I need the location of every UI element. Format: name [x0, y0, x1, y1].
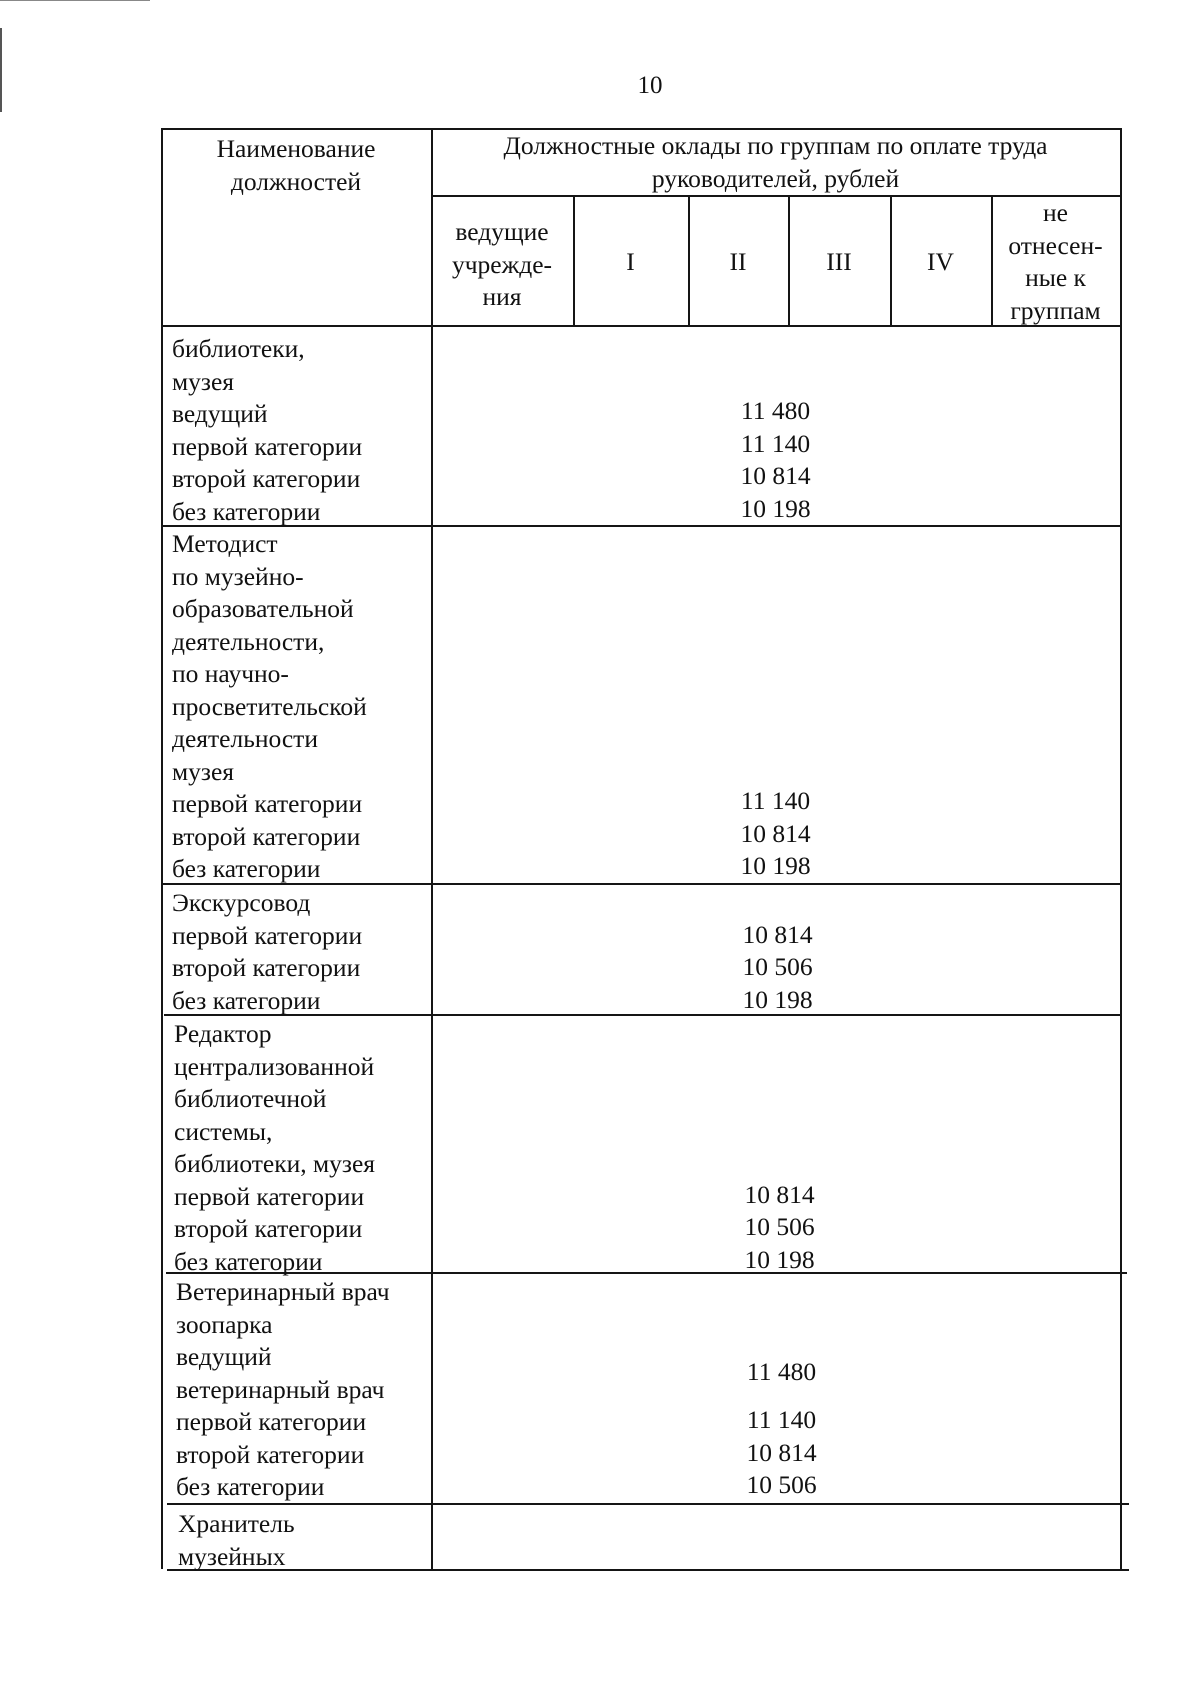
table-border-left	[161, 128, 163, 1569]
table-row-position-name: Методист по музейно- образовательной деятельности, по научно- просветительской деятельности музея первой категории второй категории без категории	[172, 529, 367, 883]
table-row-salary-values: 10 814 10 506 10 198	[744, 1179, 815, 1274]
table-border-right	[1120, 128, 1122, 1569]
table-row-position-name: Редактор централизованной библиотечной системы, библиотеки, музея первой категории второй категории без категории	[174, 1019, 375, 1276]
table-row-salary-values: 10 814 10 506 10 198	[742, 919, 813, 1014]
header-col-group-2: II	[729, 247, 747, 276]
header-col-group-3: III	[826, 247, 852, 276]
header-col-unassigned: не отнесен- ные к группам	[1008, 198, 1103, 325]
header-col-leading-institutions: ведущие учрежде- ния	[451, 217, 553, 311]
table-row-position-name: библиотеки, музея ведущий первой категории второй категории без категории	[172, 334, 363, 526]
header-col-group-1: I	[626, 247, 635, 276]
table-row-position-name: Хранитель музейных	[178, 1509, 295, 1571]
table-row-position-name: Экскурсовод первой категории второй категории без категории	[172, 888, 363, 1015]
table-row-salary-values: 11 480 11 140 10 814 10 506	[746, 1357, 817, 1499]
page-number: 10	[637, 72, 663, 99]
header-col-group-4: IV	[927, 247, 954, 276]
table-border-bottom	[167, 1569, 1129, 1571]
header-name-column: Наименование должностей	[216, 134, 376, 196]
table-row-salary-values: 11 140 10 814 10 198	[740, 786, 811, 880]
table-row-position-name: Ветеринарный врач зоопарка ведущий ветеринарный врач первой категории второй категории без категории	[176, 1277, 390, 1501]
scan-edge-mark	[0, 0, 150, 1]
header-salary-group-title: Должностные оклады по группам по оплате труда руководителей, рублей	[503, 131, 1048, 193]
table-row-salary-values: 11 480 11 140 10 814 10 198	[740, 396, 811, 523]
header-bottom-border	[161, 325, 1121, 327]
